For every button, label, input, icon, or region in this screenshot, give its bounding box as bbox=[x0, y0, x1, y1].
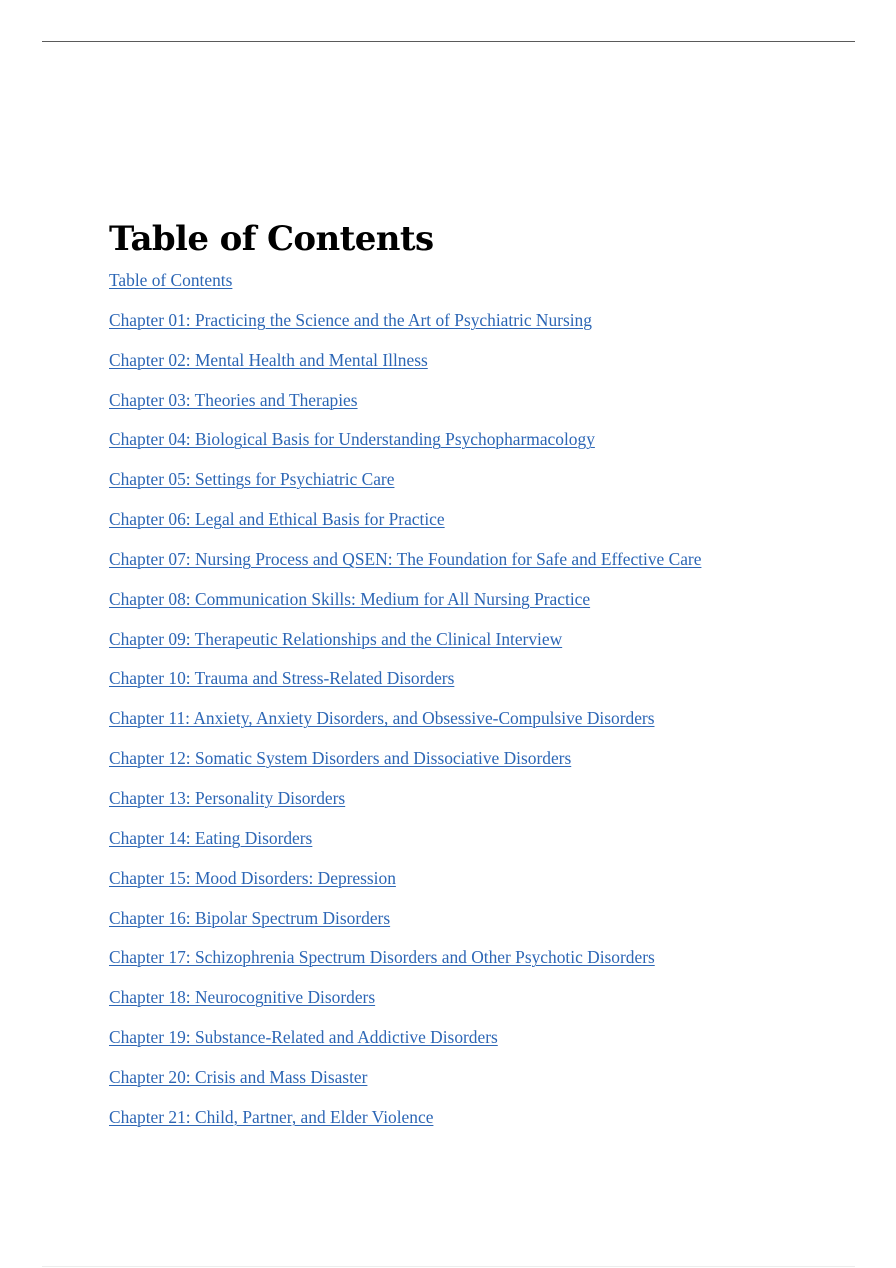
toc-entry bbox=[109, 906, 869, 946]
toc-link-chapter-11[interactable]: Chapter 11: Anxiety, Anxiety Disorders, and Obsessive-Compulsive Disorders bbox=[109, 708, 655, 729]
toc-entry bbox=[109, 467, 869, 507]
footer-divider bbox=[42, 1266, 855, 1267]
toc-entry bbox=[109, 388, 869, 428]
toc-link-chapter-14[interactable]: Chapter 14: Eating Disorders bbox=[109, 827, 313, 848]
toc-link-chapter-17[interactable]: Chapter 17: Schizophrenia Spectrum Disorders and Other Psychotic Disorders bbox=[109, 947, 655, 968]
toc-link-chapter-15[interactable]: Chapter 15: Mood Disorders: Depression bbox=[109, 867, 396, 888]
toc-entry bbox=[109, 706, 869, 746]
toc-link-chapter-09[interactable]: Chapter 09: Therapeutic Relationships and the Clinical Interview bbox=[109, 628, 563, 649]
toc-entry bbox=[109, 507, 869, 547]
toc-link-chapter-02[interactable]: Chapter 02: Mental Health and Mental Illness bbox=[109, 349, 428, 370]
toc-link-chapter-12[interactable]: Chapter 12: Somatic System Disorders and Dissociative Disorders bbox=[109, 748, 572, 769]
page-title: Table of Contents bbox=[109, 219, 434, 259]
toc-entry bbox=[109, 308, 869, 348]
toc-list bbox=[109, 268, 869, 1145]
toc-link-chapter-13[interactable]: Chapter 13: Personality Disorders bbox=[109, 787, 346, 808]
toc-link-chapter-07[interactable]: Chapter 07: Nursing Process and QSEN: The Foundation for Safe and Effective Care bbox=[109, 548, 702, 569]
toc-link-chapter-10[interactable]: Chapter 10: Trauma and Stress-Related Disorders bbox=[109, 668, 455, 689]
toc-link-chapter-05[interactable]: Chapter 05: Settings for Psychiatric Care bbox=[109, 469, 395, 490]
toc-link-chapter-01[interactable]: Chapter 01: Practicing the Science and the Art of Psychiatric Nursing bbox=[109, 309, 592, 330]
toc-link-chapter-21[interactable]: Chapter 21: Child, Partner, and Elder Violence bbox=[109, 1106, 434, 1127]
header-divider bbox=[42, 41, 855, 42]
toc-link-chapter-18[interactable]: Chapter 18: Neurocognitive Disorders bbox=[109, 987, 376, 1008]
toc-link-table-of-contents[interactable]: Table of Contents bbox=[109, 270, 233, 290]
toc-link-chapter-06[interactable]: Chapter 06: Legal and Ethical Basis for Practice bbox=[109, 509, 445, 530]
toc-entry bbox=[109, 547, 869, 587]
table-of-contents bbox=[109, 214, 869, 1145]
toc-entry bbox=[109, 945, 869, 985]
toc-entry bbox=[109, 826, 869, 866]
toc-entry bbox=[109, 666, 869, 706]
toc-link-chapter-19[interactable]: Chapter 19: Substance-Related and Addictive Disorders bbox=[109, 1027, 498, 1048]
toc-link-chapter-16[interactable]: Chapter 16: Bipolar Spectrum Disorders bbox=[109, 907, 391, 928]
toc-entry bbox=[109, 348, 869, 388]
toc-link-chapter-08[interactable]: Chapter 08: Communication Skills: Medium for All Nursing Practice bbox=[109, 588, 591, 609]
toc-link-chapter-04[interactable]: Chapter 04: Biological Basis for Understanding Psychopharmacology bbox=[109, 429, 595, 450]
toc-entry bbox=[109, 427, 869, 467]
toc-entry bbox=[109, 786, 869, 826]
toc-entry bbox=[109, 1105, 869, 1145]
toc-entry bbox=[109, 746, 869, 786]
toc-entry bbox=[109, 1025, 869, 1065]
toc-link-chapter-03[interactable]: Chapter 03: Theories and Therapies bbox=[109, 389, 358, 410]
toc-link-chapter-20[interactable]: Chapter 20: Crisis and Mass Disaster bbox=[109, 1066, 368, 1087]
toc-entry bbox=[109, 587, 869, 627]
toc-entry bbox=[109, 268, 869, 308]
toc-entry bbox=[109, 985, 869, 1025]
toc-entry bbox=[109, 627, 869, 667]
toc-entry bbox=[109, 1065, 869, 1105]
toc-entry bbox=[109, 866, 869, 906]
